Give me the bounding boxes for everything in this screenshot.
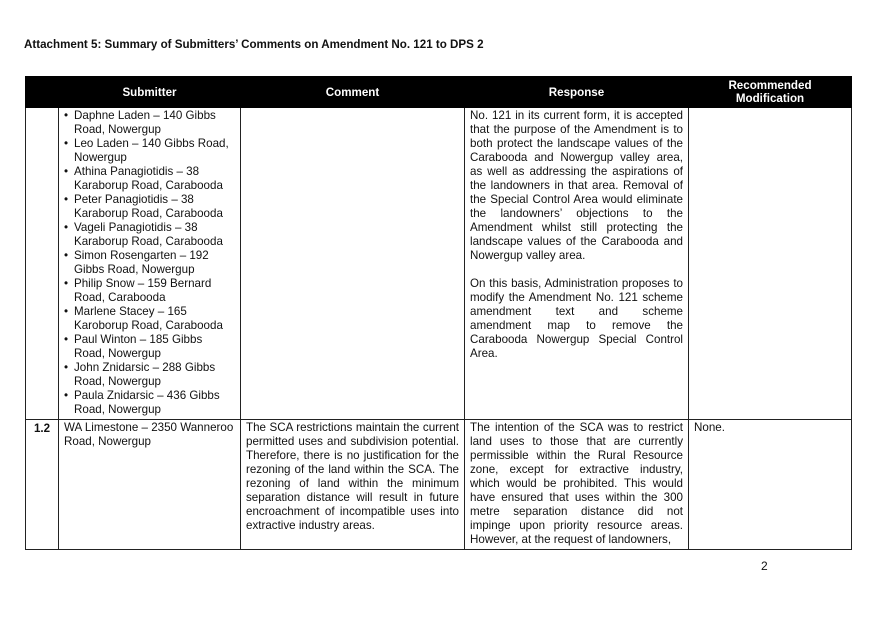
bullet-icon: • bbox=[64, 333, 69, 346]
list-item bbox=[64, 109, 235, 137]
header-recommended-modification: Recommended Modification bbox=[689, 77, 852, 108]
list-item bbox=[64, 193, 235, 221]
bullet-icon: • bbox=[64, 193, 69, 206]
header-number bbox=[26, 77, 59, 108]
submitter-entry: Leo Laden – 140 Gibbs Road, Nowergup bbox=[74, 137, 229, 164]
bullet-icon: • bbox=[64, 165, 69, 178]
header-response: Response bbox=[465, 77, 689, 108]
list-item bbox=[64, 221, 235, 249]
document-title: Attachment 5: Summary of Submitters’ Comments on Amendment No. 121 to DPS 2 bbox=[24, 38, 484, 51]
submitter-entry: Vageli Panagiotidis – 38 Karaborup Road, Carabooda bbox=[74, 221, 223, 248]
table-row bbox=[26, 108, 852, 420]
submissions-table bbox=[25, 76, 852, 550]
submitter-entry: Athina Panagiotidis – 38 Karaborup Road, Carabooda bbox=[74, 165, 223, 192]
list-item bbox=[64, 305, 235, 333]
bullet-icon: • bbox=[64, 361, 69, 374]
submitter-entry: Marlene Stacey – 165 Karoborup Road, Carabooda bbox=[74, 305, 223, 332]
list-item bbox=[64, 249, 235, 277]
row-number bbox=[26, 108, 59, 420]
submitter-cell bbox=[59, 108, 241, 420]
page-number: 2 bbox=[761, 559, 768, 573]
bullet-icon: • bbox=[64, 137, 69, 150]
bullet-icon: • bbox=[64, 221, 69, 234]
submitter-cell: WA Limestone – 2350 Wanneroo Road, Nowergup bbox=[59, 420, 241, 550]
comment-cell bbox=[241, 108, 465, 420]
response-paragraph: No. 121 in its current form, it is accepted that the purpose of the Amendment is to both protect the landscape values of the Carabooda and Nowergup valley area, as well as addressing the aspirations of the landowners in that area. Removal of the Special Control Area would eliminate the landowners’ objections to the Amendment whilst still protecting the landscape values of the Carabooda and Nowergup valley area. bbox=[470, 109, 683, 262]
submitter-list bbox=[64, 109, 235, 417]
submitter-entry: John Znidarsic – 288 Gibbs Road, Nowergup bbox=[74, 361, 216, 388]
bullet-icon: • bbox=[64, 109, 69, 122]
modification-cell: None. bbox=[689, 420, 852, 550]
list-item bbox=[64, 165, 235, 193]
list-item bbox=[64, 389, 235, 417]
submitter-entry: Daphne Laden – 140 Gibbs Road, Nowergup bbox=[74, 109, 216, 136]
table-header-row bbox=[26, 77, 852, 108]
list-item bbox=[64, 333, 235, 361]
bullet-icon: • bbox=[64, 249, 69, 262]
row-number: 1.2 bbox=[26, 420, 59, 550]
list-item bbox=[64, 361, 235, 389]
submitter-entry: Paula Znidarsic – 436 Gibbs Road, Nowergup bbox=[74, 389, 220, 416]
submitter-entry: Peter Panagiotidis – 38 Karaborup Road, Carabooda bbox=[74, 193, 223, 220]
submitter-entry: Simon Rosengarten – 192 Gibbs Road, Nowergup bbox=[74, 249, 209, 276]
comment-cell: The SCA restrictions maintain the current permitted uses and subdivision potential. Therefore, there is no justification for the rezoning of the land within the SCA. The rezoning of land within the minimum separation distance will result in future encroachment of incompatible uses into extractive industry areas. bbox=[241, 420, 465, 550]
response-cell bbox=[465, 108, 689, 420]
bullet-icon: • bbox=[64, 305, 69, 318]
header-submitter: Submitter bbox=[59, 77, 241, 108]
response-cell: The intention of the SCA was to restrict land uses to those that are currently permissible within the Rural Resource zone, except for extractive industry, which would be prohibited. This would have ensured that uses within the 300 metre separation distance did not impinge upon priority resource areas. However, at the request of landowners, bbox=[465, 420, 689, 550]
response-paragraph: On this basis, Administration proposes to modify the Amendment No. 121 scheme amendment text and scheme amendment map to remove the Carabooda Nowergup Special Control Area. bbox=[470, 277, 683, 360]
list-item bbox=[64, 277, 235, 305]
submitter-entry: Philip Snow – 159 Bernard Road, Carabooda bbox=[74, 277, 212, 304]
bullet-icon: • bbox=[64, 389, 69, 402]
header-comment: Comment bbox=[241, 77, 465, 108]
bullet-icon: • bbox=[64, 277, 69, 290]
list-item bbox=[64, 137, 235, 165]
table-row bbox=[26, 420, 852, 550]
modification-cell bbox=[689, 108, 852, 420]
submitter-entry: Paul Winton – 185 Gibbs Road, Nowergup bbox=[74, 333, 203, 360]
